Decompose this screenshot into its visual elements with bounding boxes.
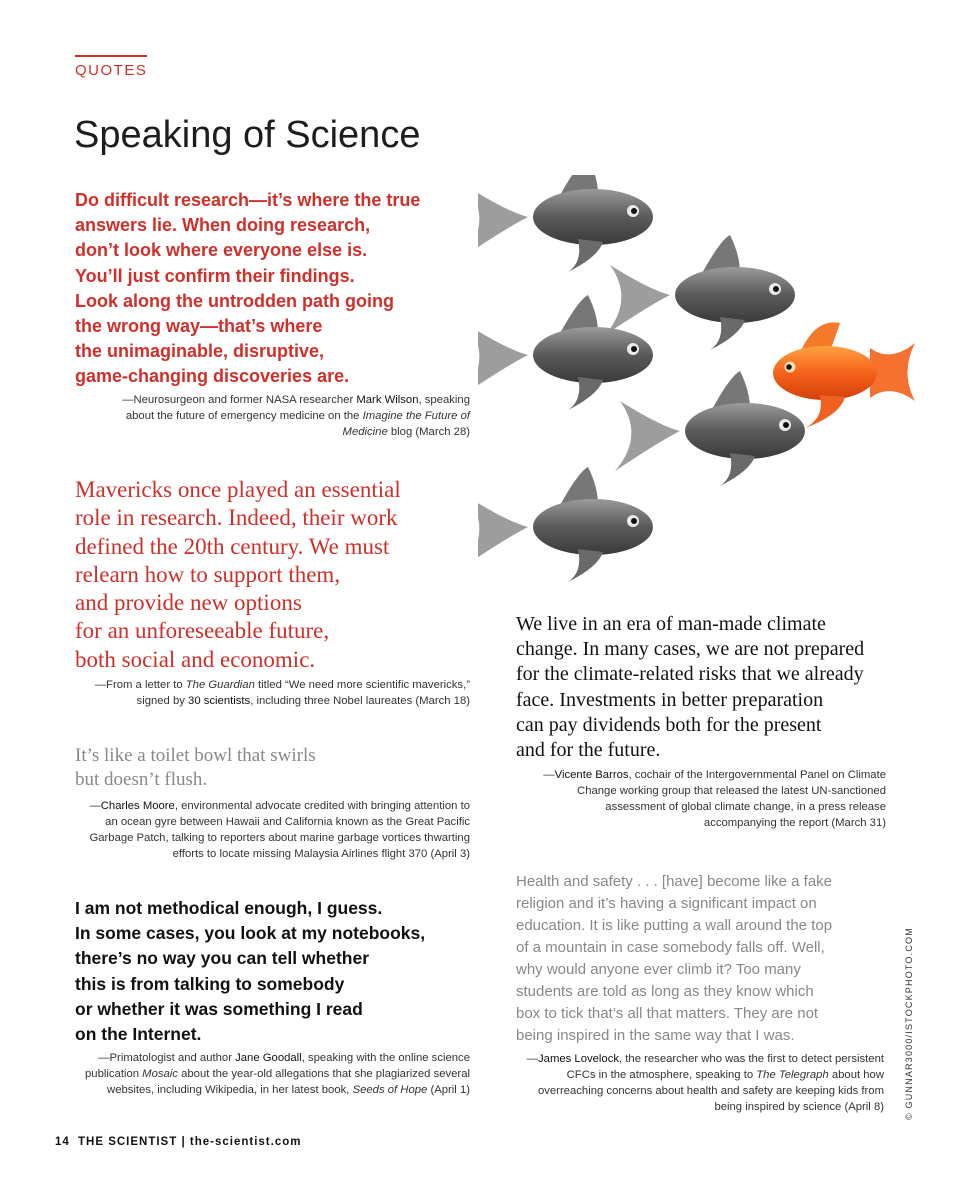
attribution-text: —Primatologist and author (98, 1052, 236, 1064)
attribution-publication: The Guardian (185, 679, 255, 691)
page-title: Speaking of Science (74, 114, 421, 156)
quote-line: change. In many cases, we are not prepared (516, 638, 865, 661)
quote-jane-goodall (75, 896, 495, 1047)
gray-fish (478, 175, 653, 272)
attribution-text: — (89, 800, 101, 812)
section-label: QUOTES (75, 62, 148, 79)
goldfish-illustration (478, 175, 918, 595)
attribution-charles-moore (75, 798, 470, 862)
gray-fish (605, 235, 795, 350)
quote-line: can pay dividends both for the present (516, 713, 822, 736)
quote-line: don’t look where everyone else is. (75, 240, 368, 261)
attribution-james-lovelock (520, 1051, 884, 1115)
attribution-name: Vicente Barros (554, 769, 629, 781)
quote-line: religion and it’s having a significant impact on (516, 895, 817, 912)
quote-vicente-barros (516, 612, 916, 763)
quote-line: It’s like a toilet bowl that swirls (75, 745, 316, 766)
quote-line: and provide new options (75, 590, 302, 616)
quote-line: education. It is like putting a wall around the top (516, 917, 833, 934)
attribution-publication: The Telegraph (756, 1069, 829, 1081)
attribution-text: , speaking about the future of emergency medicine on the (125, 394, 470, 422)
quote-line: box to tick that’s all that matters. They are not (516, 1005, 819, 1022)
quote-line: on the Internet. (75, 1024, 202, 1045)
attribution-publication: Imagine the Future of Medicine (342, 410, 470, 438)
page-footer (55, 1136, 301, 1148)
attribution-jane-goodall (80, 1050, 470, 1098)
quote-line: being inspired in the same way that I was. (516, 1027, 795, 1044)
quote-line: of a mountain in case somebody falls off. Well, (516, 939, 825, 956)
quote-line: why would anyone ever climb it? Too many (516, 961, 801, 978)
attribution-text: blog (March 28) (387, 426, 470, 438)
attribution-text: titled “We need more scientific mavericks,” signed by (136, 679, 470, 707)
quote-charles-moore (75, 744, 495, 792)
attribution-text: about the year-old allegations that she plagiarized several websites, including Wikipedia, in her latest book, (107, 1068, 470, 1096)
quote-line: defined the 20th century. We must (75, 533, 390, 559)
quote-line: game-changing discoveries are. (75, 366, 350, 387)
quote-james-lovelock (516, 871, 916, 1047)
quote-mark-wilson (75, 188, 475, 390)
quote-mavericks (75, 476, 495, 674)
attribution-name: Charles Moore (100, 800, 175, 812)
website-link[interactable]: the-scientist.com (189, 1136, 302, 1148)
attribution-30-scientists (80, 677, 470, 709)
attribution-text: —From a letter to (94, 679, 186, 691)
section-rule (75, 55, 147, 57)
attribution-text: , the researcher who was the first to detect persistent CFCs in the atmosphere, speaking to (566, 1053, 884, 1081)
quote-line: or whether it was something I read (75, 998, 363, 1019)
quote-line: In some cases, you look at my notebooks, (75, 923, 426, 944)
quote-line: there’s no way you can tell whether (75, 948, 370, 969)
quote-line: Do difficult research—it’s where the true (75, 190, 421, 210)
attribution-name: Jane Goodall (235, 1052, 302, 1064)
attribution-name: James Lovelock (538, 1053, 620, 1065)
attribution-mark-wilson (100, 392, 470, 440)
quote-line: answers lie. When doing research, (75, 215, 371, 236)
attribution-text: about how overreaching concerns about health and safety are keeping kids from being inspired by science (April 8) (537, 1069, 884, 1113)
quote-line: We live in an era of man-made climate (516, 613, 826, 635)
attribution-text: , environmental advocate credited with bringing attention to an ocean gyre between Hawaii and California known as the Great Pacific Garbage Patch, talking to reporters about marine garbage vortices thwarting efforts to locate missing Malaysia Airlines flight 370 (April 3) (89, 800, 470, 860)
attribution-text: , cochair of the Intergovernmental Panel on Climate Change working group that released the latest UN-sanctioned assessment of global climate change, in a press release accompanying the report (March 31) (577, 769, 886, 829)
quote-line: Mavericks once played an essential (75, 477, 401, 502)
quote-line: the unimaginable, disruptive, (75, 341, 325, 362)
gray-fish (615, 371, 805, 486)
attribution-text: , speaking with the online science publication (85, 1052, 470, 1080)
attribution-text: —Neurosurgeon and former NASA researcher (122, 394, 357, 406)
page-number: 14 (55, 1136, 70, 1148)
attribution-text: (April 1) (427, 1084, 470, 1096)
attribution-book-title: Seeds of Hope (352, 1084, 428, 1096)
quote-line: relearn how to support them, (75, 561, 341, 587)
magazine-name: THE SCIENTIST (78, 1136, 178, 1148)
quote-line: but doesn’t flush. (75, 769, 208, 790)
attribution-text: — (543, 769, 555, 781)
quote-line: and for the future. (516, 739, 661, 762)
quote-line: You’ll just confirm their findings. (75, 265, 355, 286)
attribution-name: Mark Wilson (356, 394, 419, 406)
quote-line: I am not methodical enough, I guess. (75, 898, 383, 918)
quote-line: for an unforeseeable future, (75, 618, 330, 644)
gray-fish (478, 467, 653, 582)
attribution-text: — (526, 1053, 539, 1065)
image-credit (900, 927, 920, 1120)
quote-line: for the climate-related risks that we already (516, 663, 864, 686)
quote-line: this is from talking to somebody (75, 973, 345, 994)
attribution-publication: Mosaic (142, 1068, 178, 1080)
quote-line: students are told as long as they know which (516, 983, 814, 1000)
footer-separator: | (181, 1136, 186, 1148)
attribution-text: , including three Nobel laureates (March 18) (250, 695, 470, 707)
quote-line: Look along the untrodden path going (75, 290, 394, 311)
quote-line: Health and safety . . . [have] become like a fake (516, 873, 833, 890)
orange-goldfish (773, 322, 915, 428)
attribution-name: 30 scientists (188, 695, 251, 707)
attribution-vicente-barros (530, 767, 886, 831)
quote-line: face. Investments in better preparation (516, 688, 824, 711)
quote-line: both social and economic. (75, 646, 316, 672)
image-credit-text: © GUNNAR3000/ISTOCKPHOTO.COM (904, 927, 914, 1120)
quote-line: the wrong way—that’s where (75, 316, 323, 337)
quote-line: role in research. Indeed, their work (75, 505, 398, 531)
